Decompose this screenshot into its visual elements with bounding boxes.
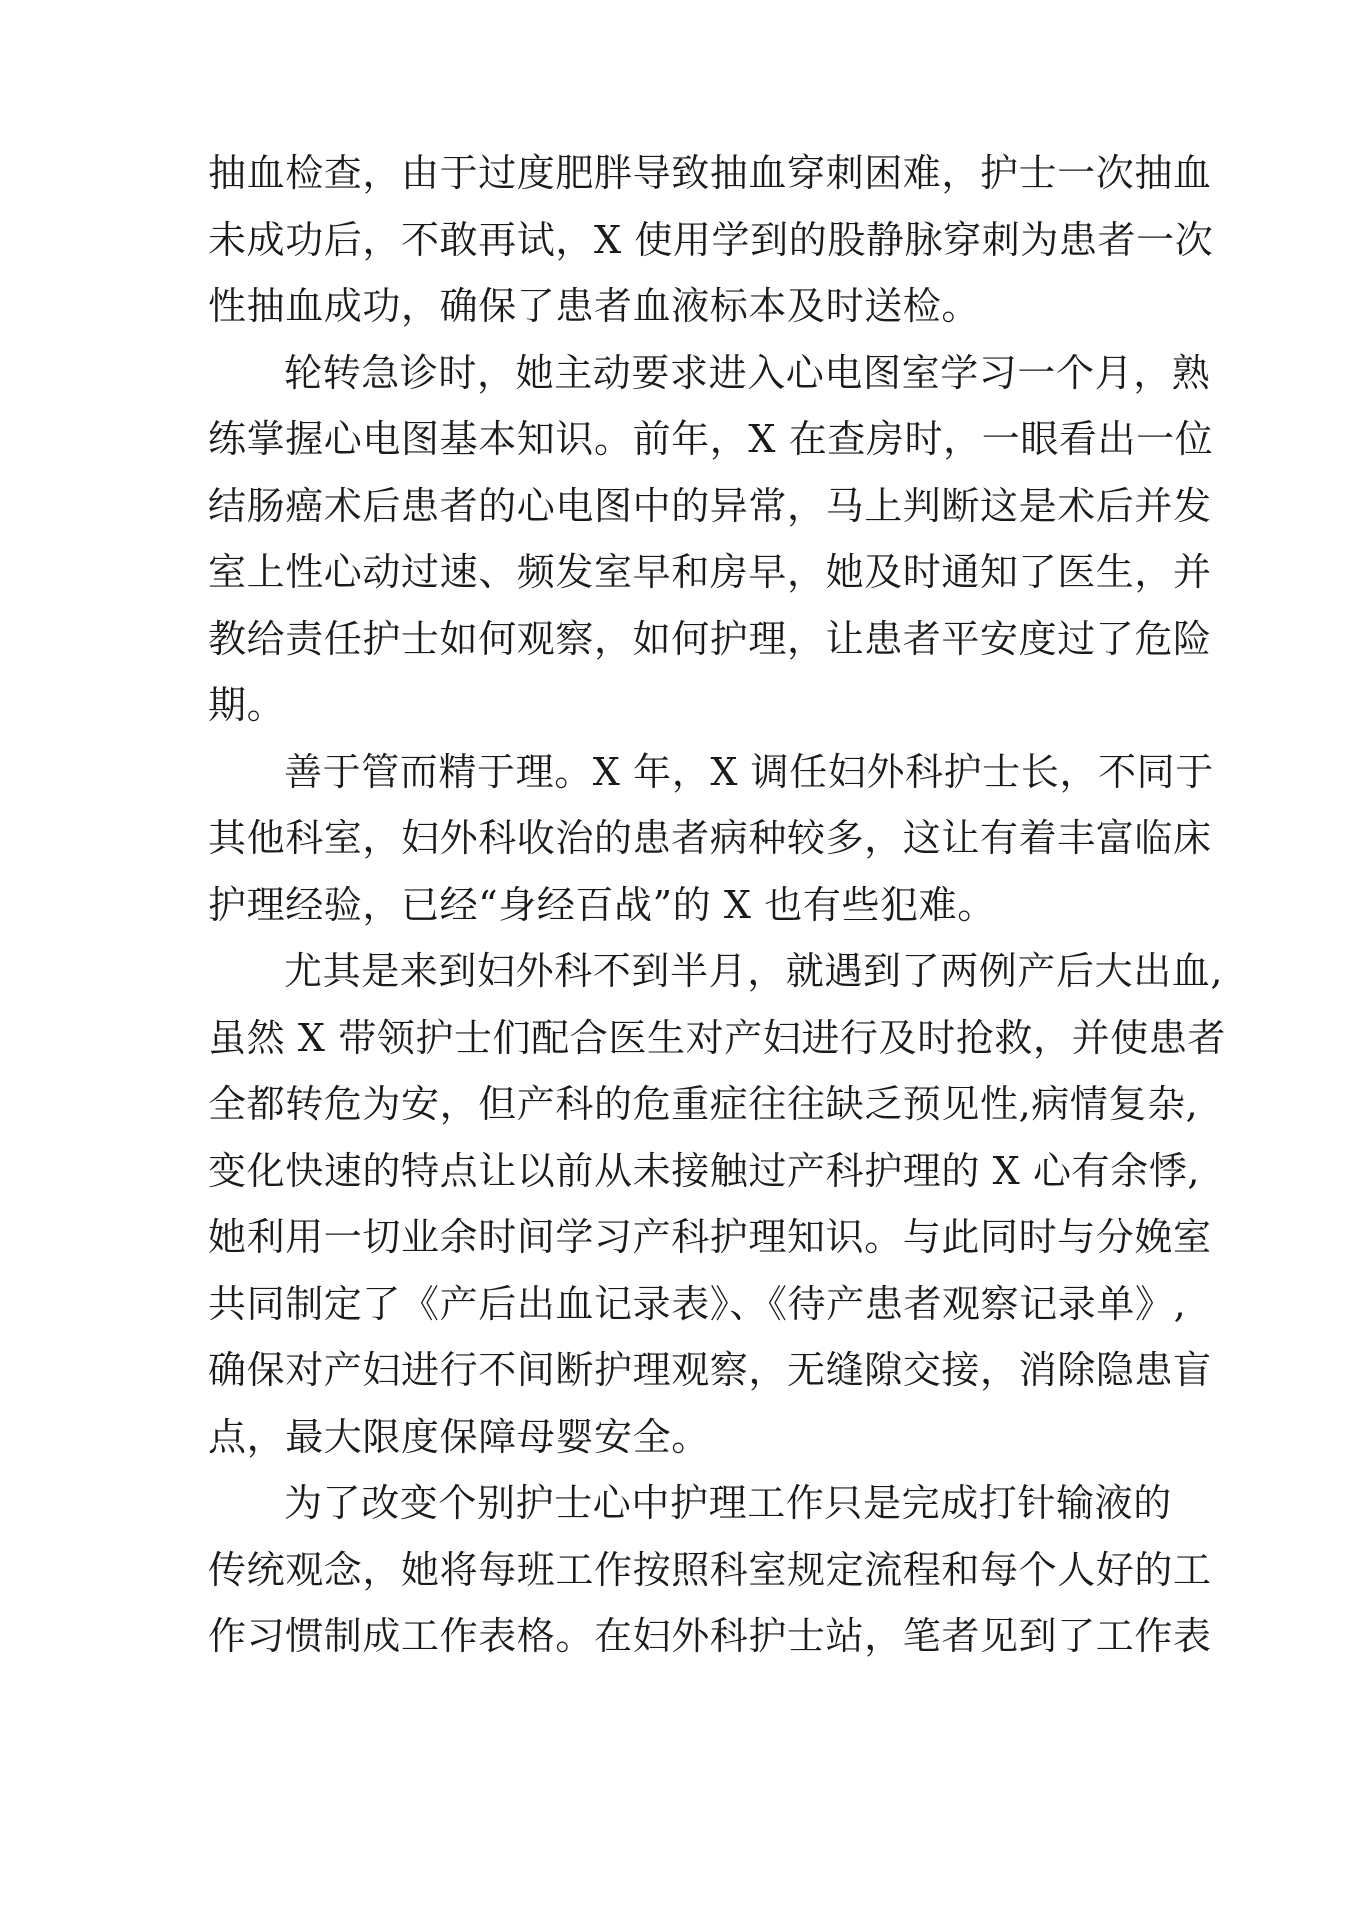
text-line: 未成功后，不敢再试，X 使用学到的股静脉穿刺为患者一次 — [208, 217, 1214, 262]
text-line: 点，最大限度保障母婴安全。 — [208, 1414, 710, 1459]
text-line: 结肠癌术后患者的心电图中的异常，马上判断这是术后并发 — [208, 483, 1212, 528]
text-line: 确保对产妇进行不间断护理观察，无缝隙交接，消除隐患盲 — [208, 1348, 1212, 1392]
text-line: 虽然 X 带领护士们配合医生对产妇进行及时抢救，并使患者 — [208, 1015, 1227, 1060]
text-line: 变化快速的特点让以前从未接触过产科护理的 X 心有余悸, — [208, 1148, 1201, 1193]
text-line: 护理经验，已经“身经百战”的 X 也有些犯难。 — [208, 882, 996, 927]
body-text — [208, 140, 1227, 1670]
text-line: 抽血检查，由于过度肥胖导致抽血穿刺困难，护士一次抽血 — [208, 151, 1212, 195]
paragraph-start-line: 善于管而精于理。X 年，X 调任妇外科护士长，不同于 — [284, 749, 1214, 794]
text-line: 共同制定了《产后出血记录表》、《待产患者观察记录单》, — [208, 1281, 1187, 1326]
paragraph-start-line: 轮转急诊时，她主动要求进入心电图室学习一个月，熟 — [284, 350, 1211, 395]
paragraph-start-line: 为了改变个别护士心中护理工作只是完成打针输液的 — [284, 1481, 1172, 1525]
text-line: 练掌握心电图基本知识。前年，X 在查房时，一眼看出一位 — [208, 417, 1214, 461]
text-line: 性抽血成功，确保了患者血液标本及时送检。 — [208, 284, 981, 328]
text-line: 全都转危为安，但产科的危重症往往缺乏预见性,病情复杂, — [208, 1082, 1199, 1126]
text-line: 作习惯制成工作表格。在妇外科护士站，笔者见到了工作表 — [208, 1614, 1212, 1658]
text-line: 其他科室，妇外科收治的患者病种较多，这让有着丰富临床 — [208, 816, 1212, 860]
paragraph-start-line: 尤其是来到妇外科不到半月，就遇到了两例产后大出血, — [284, 949, 1224, 993]
text-line: 期。 — [208, 683, 286, 727]
text-line: 她利用一切业余时间学习产科护理知识。与此同时与分娩室 — [208, 1215, 1212, 1259]
text-line: 传统观念，她将每班工作按照科室规定流程和每个人好的工 — [208, 1547, 1212, 1592]
text-line: 教给责任护士如何观察，如何护理，让患者平安度过了危险 — [208, 616, 1212, 661]
text-line: 室上性心动过速、频发室早和房早，她及时通知了医生，并 — [208, 550, 1212, 594]
